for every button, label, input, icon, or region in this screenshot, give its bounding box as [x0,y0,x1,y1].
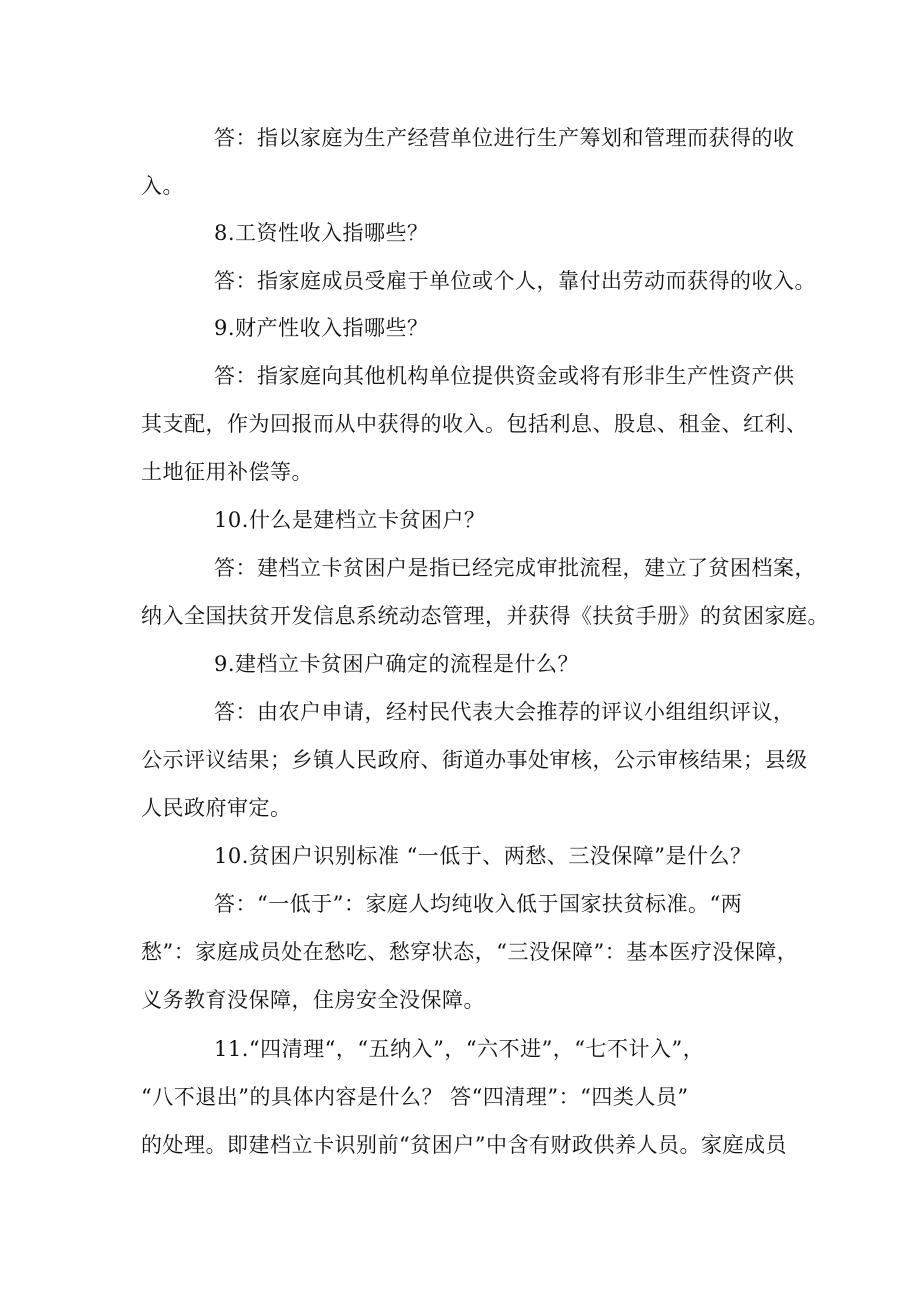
answer-line: 答：指家庭向其他机构单位提供资金或将有形非生产性资产供 [214,364,795,388]
question-line: 9.财产性收入指哪些？ [214,316,429,340]
question-line: 10.贫困户识别标准 “一低于、两愁、三没保障”是什么？ [214,844,752,868]
answer-line: 义务教育没保障，住房安全没保障。 [141,988,485,1012]
answer-line: 答：由农户申请，经村民代表大会推荐的评议小组组织评议， [214,700,795,724]
question-line: 11.“四清理“，“五纳入”，“六不进”，“七不计入”， [214,1037,705,1061]
answer-line: 愁”：家庭成员处在愁吃、愁穿状态，“三没保障”：基本医疗没保障， [141,940,799,964]
answer-line: 公示评议结果；乡镇人民政府、街道办事处审核，公示审核结果；县级 [141,748,808,772]
question-line: 10.什么是建档立卡贫困户？ [214,508,486,532]
answer-line: 入。 [141,174,184,198]
question-line: “八不退出”的具体内容是什么？ 答“四清理”：“四类人员” [141,1085,689,1109]
answer-line: 答：建档立卡贫困户是指已经完成审批流程，建立了贫困档案， [214,556,816,580]
question-line: 9.建档立卡贫困户确定的流程是什么？ [214,652,580,676]
question-line: 8.工资性收入指哪些？ [214,221,429,245]
answer-line: 纳入全国扶贫开发信息系统动态管理，并获得《扶贫手册》的贫困家庭。 [141,604,829,628]
answer-line: 其支配，作为回报而从中获得的收入。包括利息、股息、租金、红利、 [141,412,808,436]
answer-line: 答：“一低于”：家庭人均纯收入低于国家扶贫标准。“两 [214,892,743,916]
answer-line: 人民政府审定。 [141,796,292,820]
answer-line: 的处理。即建档立卡识别前“贫困户”中含有财政供养人员。家庭成员 [141,1133,787,1157]
answer-line: 答：指家庭成员受雇于单位或个人，靠付出劳动而获得的收入。 [214,269,816,293]
answer-line: 答：指以家庭为生产经营单位进行生产筹划和管理而获得的收 [214,126,795,150]
answer-line: 土地征用补偿等。 [141,460,313,484]
